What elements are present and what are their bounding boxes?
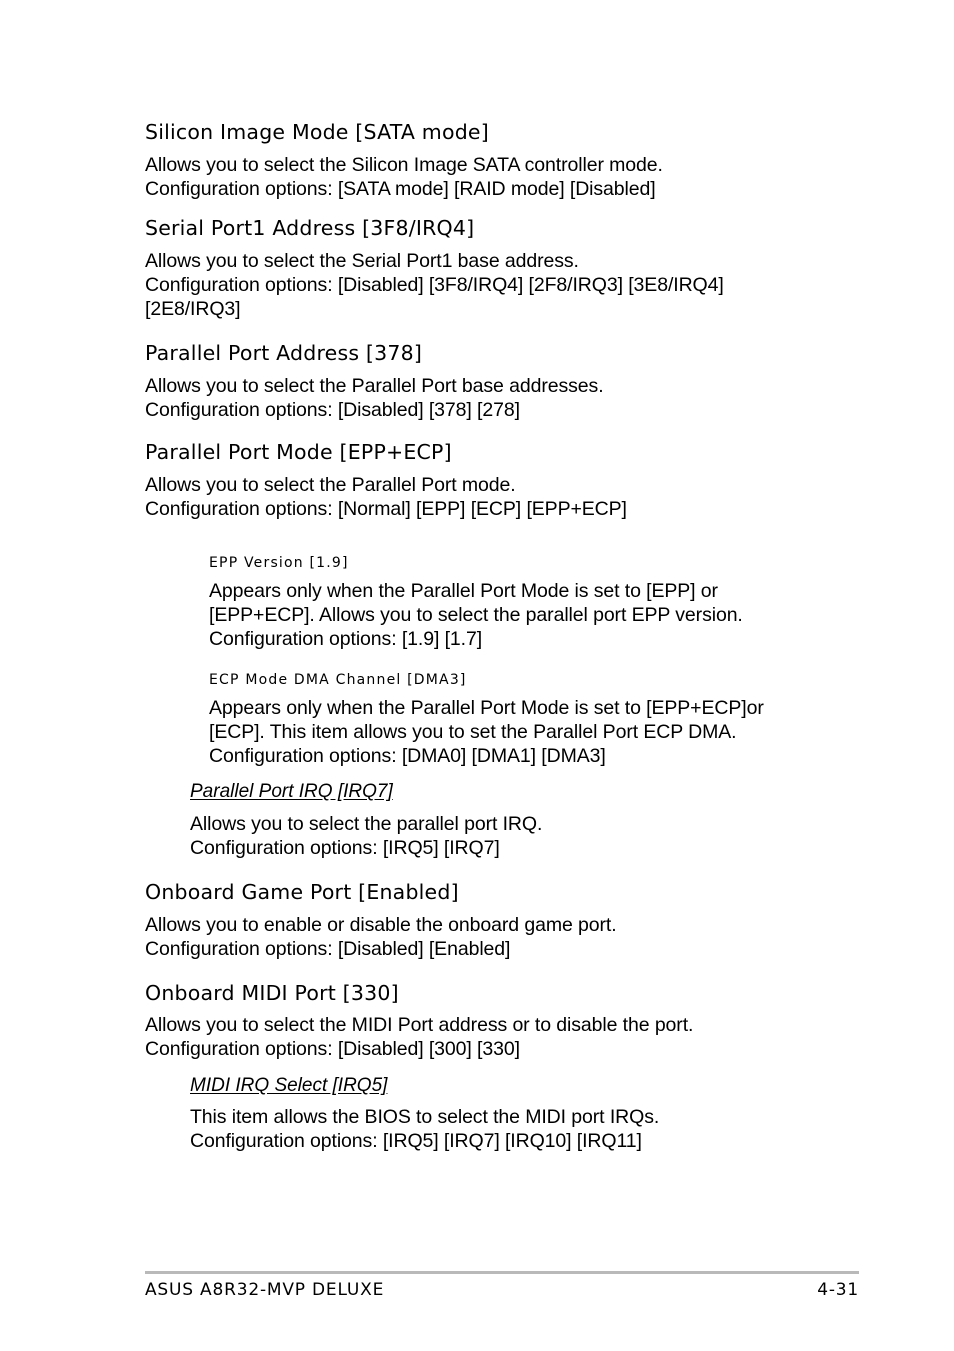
footer-product-name: ASUS A8R32-MVP DELUXE — [145, 1280, 385, 1300]
paragraph-parallel-port-mode — [145, 473, 627, 521]
text-line: Configuration options: [Disabled] [Enabled] — [145, 938, 511, 960]
text-line: Configuration options: [Disabled] [300] [330] — [145, 1038, 520, 1060]
paragraph-midi-irq-select — [190, 1105, 659, 1153]
paragraph-ecp-mode-dma-channel — [209, 696, 764, 768]
text-line: Allows you to select the Parallel Port base addresses. — [145, 375, 604, 397]
text-line: Allows you to enable or disable the onboard game port. — [145, 914, 617, 936]
text-line: [2E8/IRQ3] — [145, 298, 241, 320]
heading-onboard-midi-port: Onboard MIDI Port [330] — [145, 981, 399, 1005]
footer-divider — [145, 1271, 859, 1274]
heading-serial-port1-address: Serial Port1 Address [3F8/IRQ4] — [145, 216, 475, 240]
heading-midi-irq-select: MIDI IRQ Select [IRQ5] — [190, 1075, 388, 1096]
text-line: Appears only when the Parallel Port Mode is set to [EPP] or — [209, 580, 718, 602]
text-line: Appears only when the Parallel Port Mode is set to [EPP+ECP]or — [209, 697, 764, 719]
text-line: Configuration options: [Disabled] [378] [278] — [145, 399, 520, 421]
footer-page-number: 4-31 — [817, 1280, 859, 1300]
text-line: Allows you to select the Serial Port1 base address. — [145, 250, 579, 272]
heading-silicon-image-mode: Silicon Image Mode [SATA mode] — [145, 120, 489, 144]
text-line: Allows you to select the Silicon Image SATA controller mode. — [145, 154, 663, 176]
text-line: Configuration options: [IRQ5] [IRQ7] [IRQ10] [IRQ11] — [190, 1130, 642, 1152]
text-line: Allows you to select the Parallel Port mode. — [145, 474, 516, 496]
text-line: [ECP]. This item allows you to set the Parallel Port ECP DMA. — [209, 721, 737, 743]
heading-parallel-port-address: Parallel Port Address [378] — [145, 341, 423, 365]
paragraph-onboard-midi-port — [145, 1013, 693, 1061]
paragraph-serial-port1-address — [145, 249, 724, 321]
text-line: Configuration options: [Disabled] [3F8/IRQ4] [2F8/IRQ3] [3E8/IRQ4] — [145, 274, 724, 296]
text-line: Configuration options: [SATA mode] [RAID mode] [Disabled] — [145, 178, 656, 200]
heading-ecp-mode-dma-channel: ECP Mode DMA Channel [DMA3] — [209, 672, 467, 688]
heading-epp-version: EPP Version [1.9] — [209, 555, 349, 571]
text-line: Allows you to select the parallel port IRQ. — [190, 813, 543, 835]
text-line: Configuration options: [Normal] [EPP] [ECP] [EPP+ECP] — [145, 498, 627, 520]
paragraph-parallel-port-irq — [190, 812, 542, 860]
text-line: Configuration options: [IRQ5] [IRQ7] — [190, 837, 500, 859]
paragraph-parallel-port-address — [145, 374, 604, 422]
text-line: Allows you to select the MIDI Port address or to disable the port. — [145, 1014, 694, 1036]
text-line: [EPP+ECP]. Allows you to select the parallel port EPP version. — [209, 604, 743, 626]
paragraph-epp-version — [209, 579, 743, 651]
text-line: Configuration options: [DMA0] [DMA1] [DMA3] — [209, 745, 606, 767]
text-line: Configuration options: [1.9] [1.7] — [209, 628, 483, 650]
text-line: This item allows the BIOS to select the MIDI port IRQs. — [190, 1106, 660, 1128]
paragraph-onboard-game-port — [145, 913, 617, 961]
paragraph-silicon-image-mode — [145, 153, 663, 201]
heading-parallel-port-irq: Parallel Port IRQ [IRQ7] — [190, 781, 393, 802]
heading-onboard-game-port: Onboard Game Port [Enabled] — [145, 880, 459, 904]
heading-parallel-port-mode: Parallel Port Mode [EPP+ECP] — [145, 440, 452, 464]
